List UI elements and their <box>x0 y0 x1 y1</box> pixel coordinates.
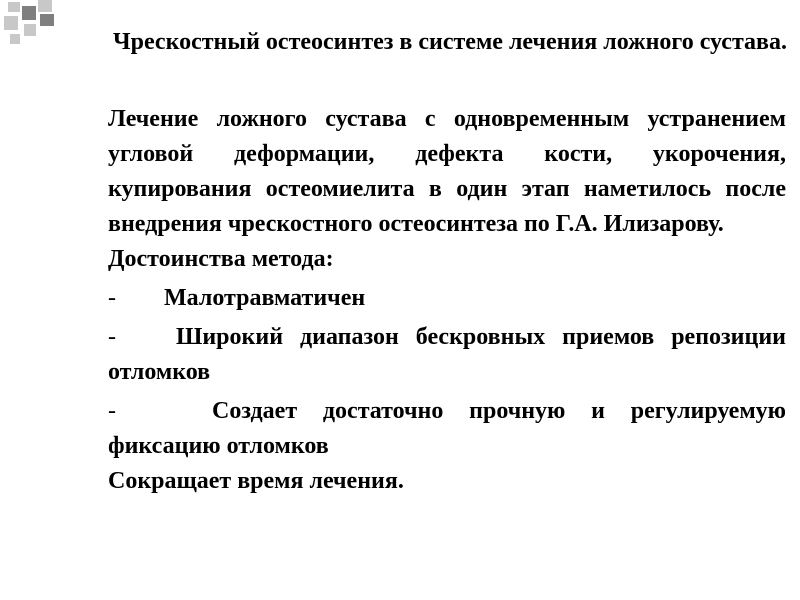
corner-square-light <box>10 34 20 44</box>
list-marker: - <box>108 324 116 350</box>
advantage-text: Широкий диапазон бескровных приемов репозиции отломков <box>108 324 786 385</box>
slide-body <box>108 102 786 499</box>
corner-decoration <box>0 0 70 50</box>
corner-square-dark <box>22 6 36 20</box>
intro-paragraph: Лечение ложного сустава с одновременным устранением угловой деформации, дефекта кости, укорочения, купирования остеомиелита в один этап наметилось после внедрения чрескостного остеосинтеза по Г.А. Илизарову. <box>108 106 786 237</box>
advantage-text: Малотравматичен <box>164 285 366 311</box>
corner-square-light <box>8 2 20 12</box>
advantage-item <box>108 394 786 464</box>
slide-title: Чрескостный остеосинтез в системе лечения ложного сустава. <box>113 29 787 55</box>
advantage-text: Создает достаточно прочную и регулируемую фиксацию отломков <box>108 398 786 459</box>
corner-square-light <box>38 0 52 12</box>
corner-square-light <box>24 24 36 36</box>
list-marker: - <box>108 285 116 311</box>
corner-square-light <box>4 16 18 30</box>
closing-line: Сокращает время лечения. <box>108 468 404 494</box>
advantages-heading: Достоинства метода: <box>108 246 334 272</box>
advantage-item <box>108 281 786 316</box>
advantage-item <box>108 320 786 390</box>
list-marker: - <box>108 398 116 424</box>
corner-square-dark <box>40 14 54 26</box>
